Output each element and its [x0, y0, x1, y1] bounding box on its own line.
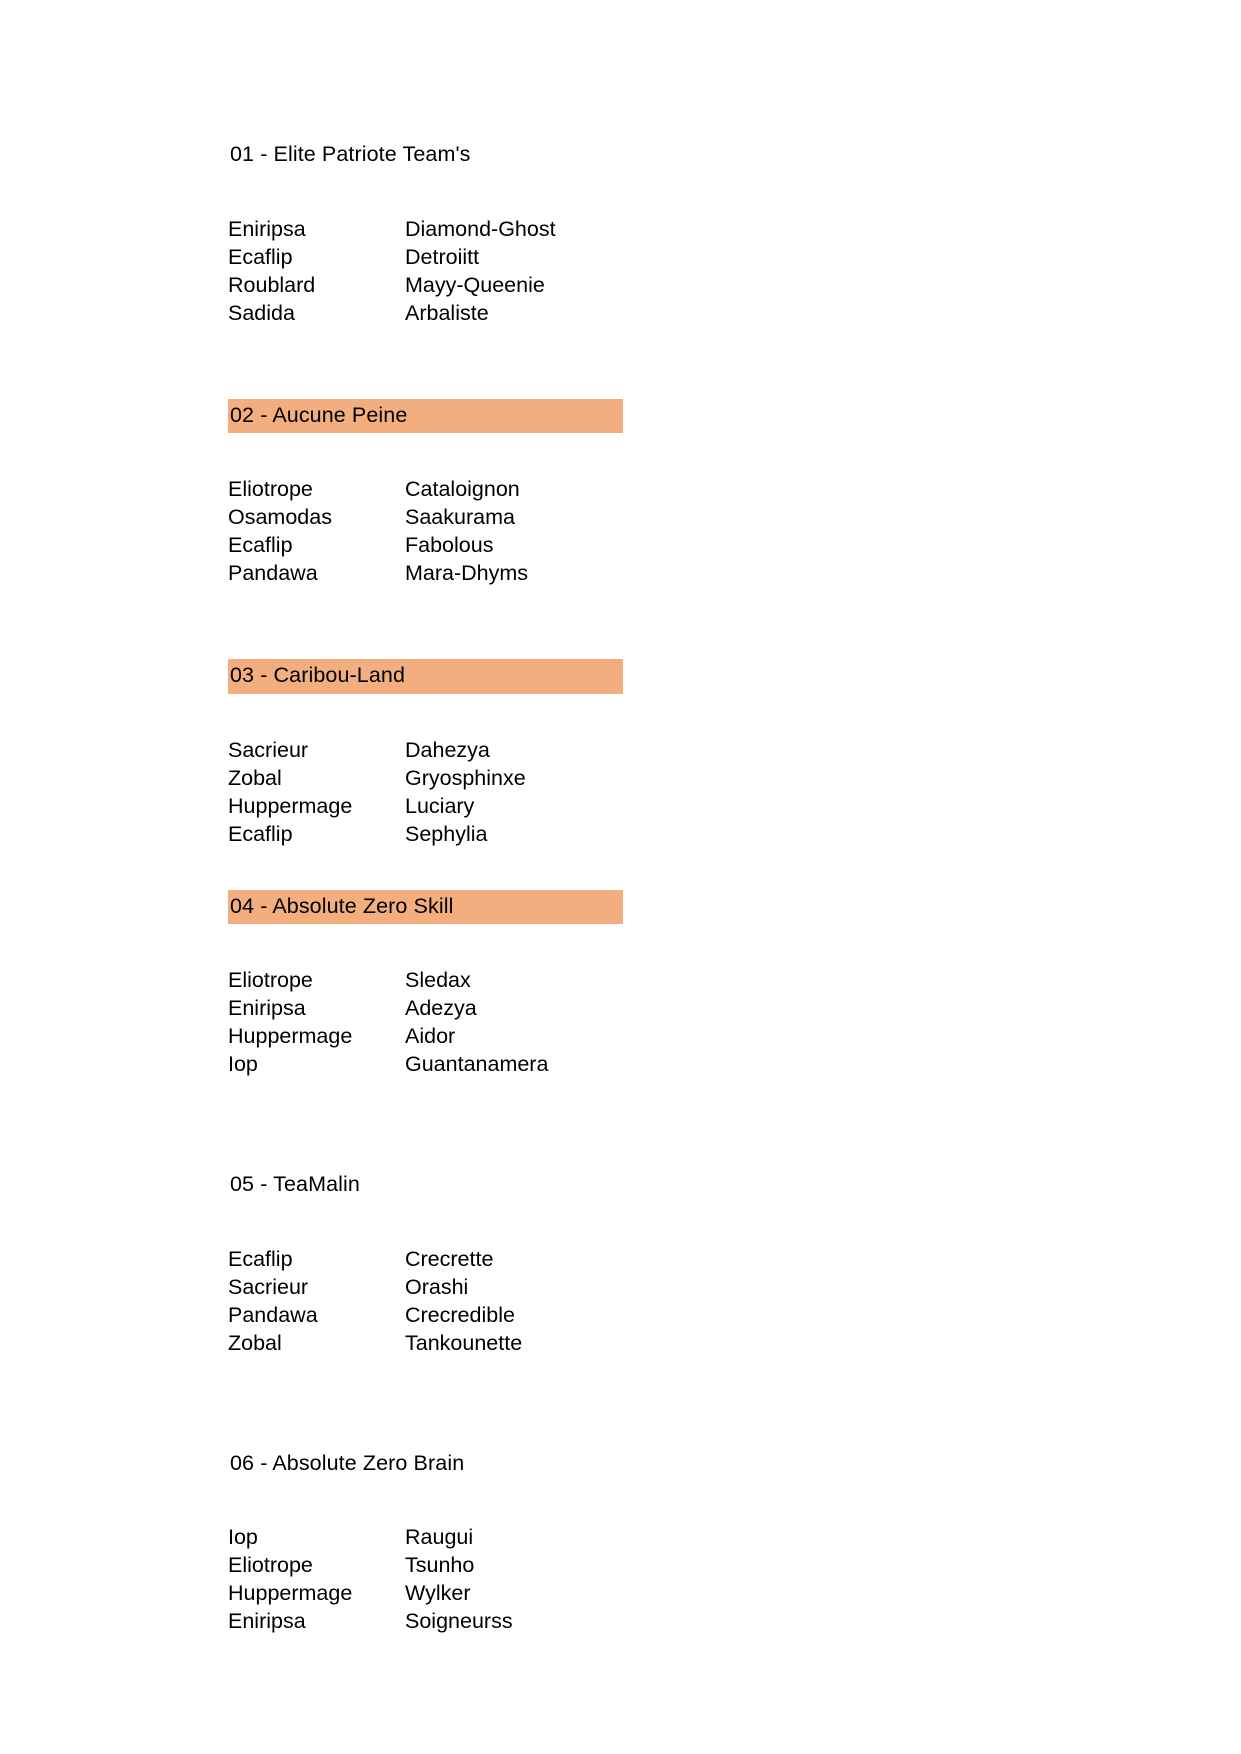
member-class: Sadida — [228, 300, 295, 325]
spacer — [228, 924, 1028, 966]
member-row — [228, 1022, 1028, 1050]
member-row — [228, 531, 1028, 559]
member-row — [228, 764, 1028, 792]
member-name: Raugui — [405, 1525, 474, 1549]
member-name: Tsunho — [405, 1553, 475, 1577]
member-row — [228, 1245, 1028, 1273]
spacer — [228, 1203, 1028, 1245]
team-heading-04 — [228, 890, 623, 925]
member-class: Ecaflip — [228, 1246, 293, 1271]
spacer — [228, 173, 1028, 215]
member-class: Zobal — [228, 1330, 282, 1355]
document-body — [228, 138, 1028, 1635]
spacer — [228, 694, 1028, 736]
spacer — [228, 433, 1028, 475]
member-name: Saakurama — [405, 505, 515, 529]
team-heading-04-text: 04 - Absolute Zero Skill — [228, 890, 453, 925]
member-class: Pandawa — [228, 1302, 318, 1327]
member-name: Arbaliste — [405, 300, 489, 325]
member-class: Sacrieur — [228, 1274, 309, 1299]
member-row — [228, 966, 1028, 994]
team-heading-01 — [228, 138, 1028, 173]
member-name: Gryosphinxe — [405, 765, 526, 790]
member-class: Iop — [228, 1525, 258, 1549]
spacer — [228, 1481, 1028, 1523]
member-class: Ecaflip — [228, 821, 293, 846]
member-name: Guantanamera — [405, 1052, 549, 1076]
team-heading-01-text: 01 - Elite Patriote Team's — [230, 142, 471, 166]
member-row — [228, 1551, 1028, 1579]
team-heading-03 — [228, 659, 623, 694]
member-name: Crecredible — [405, 1302, 515, 1327]
member-class: Eliotrope — [228, 1553, 313, 1577]
member-name: Orashi — [405, 1274, 469, 1299]
member-name: Sledax — [405, 968, 471, 992]
member-row — [228, 1301, 1028, 1329]
spacer — [228, 1429, 1028, 1447]
member-class: Eniripsa — [228, 216, 306, 241]
member-row — [228, 736, 1028, 764]
spacer — [228, 848, 1028, 890]
spacer — [228, 587, 1028, 659]
member-row — [228, 792, 1028, 820]
team-members-04 — [228, 966, 1028, 1078]
member-name: Detroiitt — [405, 244, 480, 269]
team-section-03 — [228, 659, 1028, 848]
member-class: Ecaflip — [228, 533, 293, 557]
member-name: Luciary — [405, 793, 475, 818]
member-row — [228, 243, 1028, 271]
team-members-01 — [228, 215, 1028, 327]
member-class: Sacrieur — [228, 737, 309, 762]
spacer — [228, 327, 1028, 399]
member-class: Iop — [228, 1052, 258, 1076]
member-row — [228, 1579, 1028, 1607]
team-heading-06 — [228, 1447, 1028, 1482]
member-row — [228, 299, 1028, 327]
member-row — [228, 559, 1028, 587]
member-class: Ecaflip — [228, 244, 293, 269]
member-name: Wylker — [405, 1581, 471, 1605]
team-section-01 — [228, 138, 1028, 327]
member-class: Osamodas — [228, 505, 332, 529]
member-class: Huppermage — [228, 793, 353, 818]
member-class: Eliotrope — [228, 477, 313, 501]
member-row — [228, 475, 1028, 503]
member-class: Pandawa — [228, 561, 318, 585]
member-name: Sephylia — [405, 821, 488, 846]
team-heading-02 — [228, 399, 623, 434]
member-name: Fabolous — [405, 533, 494, 557]
member-name: Tankounette — [405, 1330, 523, 1355]
member-name: Mara-Dhyms — [405, 561, 529, 585]
spacer — [228, 1078, 1028, 1150]
team-section-06 — [228, 1447, 1028, 1636]
member-row — [228, 820, 1028, 848]
team-members-06 — [228, 1523, 1028, 1635]
team-members-02 — [228, 475, 1028, 587]
member-name: Adezya — [405, 996, 477, 1020]
team-heading-02-text: 02 - Aucune Peine — [228, 399, 407, 434]
member-row — [228, 271, 1028, 299]
member-name: Crecrette — [405, 1246, 494, 1271]
spacer — [228, 1357, 1028, 1429]
team-section-02 — [228, 399, 1028, 588]
member-row — [228, 1607, 1028, 1635]
team-heading-05-text: 05 - TeaMalin — [230, 1172, 360, 1196]
member-class: Eniripsa — [228, 996, 306, 1020]
member-class: Eliotrope — [228, 968, 313, 992]
team-section-04 — [228, 890, 1028, 1079]
member-row — [228, 994, 1028, 1022]
member-row — [228, 215, 1028, 243]
member-class: Huppermage — [228, 1581, 353, 1605]
member-class: Zobal — [228, 765, 282, 790]
member-class: Eniripsa — [228, 1609, 306, 1633]
team-heading-06-text: 06 - Absolute Zero Brain — [230, 1450, 465, 1475]
spacer — [228, 1150, 1028, 1168]
team-members-03 — [228, 736, 1028, 848]
member-name: Mayy-Queenie — [405, 272, 545, 297]
member-class: Roublard — [228, 272, 316, 297]
member-name: Aidor — [405, 1024, 456, 1048]
member-row — [228, 1523, 1028, 1551]
team-heading-05 — [228, 1168, 1028, 1203]
member-name: Soigneurss — [405, 1609, 513, 1633]
team-section-05 — [228, 1168, 1028, 1357]
team-members-05 — [228, 1245, 1028, 1357]
member-class: Huppermage — [228, 1024, 353, 1048]
member-name: Diamond-Ghost — [405, 216, 556, 241]
member-row — [228, 1050, 1028, 1078]
member-row — [228, 1273, 1028, 1301]
member-name: Cataloignon — [405, 477, 520, 501]
team-heading-03-text: 03 - Caribou-Land — [228, 659, 405, 694]
member-name: Dahezya — [405, 737, 490, 762]
member-row — [228, 503, 1028, 531]
member-row — [228, 1329, 1028, 1357]
